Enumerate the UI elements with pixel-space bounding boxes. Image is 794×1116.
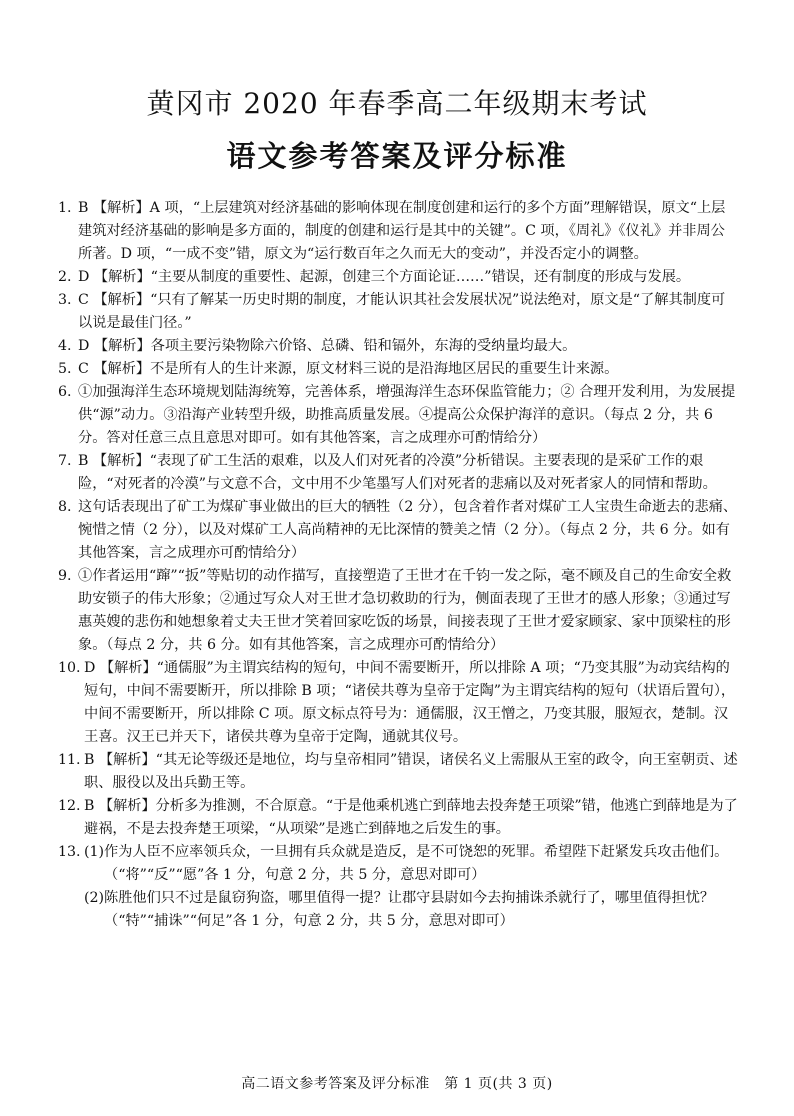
answer-item-3 — [58, 289, 738, 335]
answer-item-13 — [58, 841, 738, 887]
answer-number: 4. — [58, 338, 72, 354]
answer-item-4 — [58, 335, 738, 358]
answer-number: 10. — [58, 660, 81, 676]
answer-number: 12. — [58, 798, 81, 814]
answer-number: 7. — [58, 453, 72, 469]
answer-text: D 【解析】“主要从制度的重要性、起源，创建三个方面论证……”错误，还有制度的形成与发展。 — [78, 269, 691, 285]
sub-answer-text: 作为人臣不应率领兵众，一旦拥有兵众就是造反，是不可饶恕的死罪。希望陛下赶紧发兵攻击他们。（“将”“反”“愿”各 1 分，句意 2 分，共 5 分，意思对即可） — [104, 844, 729, 883]
sub-answer-2 — [58, 887, 738, 933]
answer-number: 1. — [58, 200, 72, 216]
page-footer: 高二语文参考答案及评分标准 第 1 页(共 3 页) — [241, 1076, 553, 1092]
answer-item-5 — [58, 358, 738, 381]
answer-item-11 — [58, 749, 738, 795]
answer-item-7 — [58, 450, 738, 496]
sub-answer-number: (1) — [84, 844, 105, 860]
answer-list — [58, 197, 738, 933]
document-subtitle: 语文参考答案及评分标准 — [226, 139, 568, 173]
answer-number: 11. — [58, 752, 81, 768]
answer-item-12 — [58, 795, 738, 841]
answer-text: D 【解析】“通儒服”为主谓宾结构的短句，中间不需要断开，所以排除 A 项；“乃变其服”为动宾结构的短句，中间不需要断开，所以排除 B 项；“诸侯共尊为皇帝于定陶”为主谓宾结构的短句（状语后置句），中间不需要断开，所以排除 C 项。原文标点符号为：通儒服，汉王憎之，乃变其服，服短衣，楚制。汉王喜。汉王已并天下，诸侯共尊为皇帝于定陶，通就其仪号。 — [84, 660, 736, 745]
answer-number: 5. — [58, 361, 72, 377]
answer-item-1 — [58, 197, 738, 266]
sub-answer-1 — [84, 841, 738, 887]
answer-number: 8. — [58, 499, 72, 515]
answer-number: 13. — [58, 844, 81, 860]
answer-number: 2. — [58, 269, 72, 285]
answer-item-8 — [58, 496, 738, 565]
sub-answer-text: 陈胜他们只不过是鼠窃狗盗，哪里值得一提？让郡守县尉如今去拘捕诛杀就行了，哪里值得担忧？（“特”“捕诛”“何足”各 1 分，句意 2 分，共 5 分，意思对即可） — [104, 890, 715, 929]
exam-title: 黄冈市 2020 年春季高二年级期末考试 — [146, 87, 648, 120]
answer-text: B 【解析】“表现了矿工生活的艰难，以及人们对死者的冷漠”分析错误。主要表现的是采矿工作的艰险，“对死者的冷漠”与文意不合，文中用不少笔墨写人们对死者的悲痛以及对死者家人的同情和帮助。 — [78, 453, 717, 492]
answer-text: B 【解析】分析多为推测，不合原意。“于是他乘机逃亡到薛地去投奔楚王项梁”错，他逃亡到薛地是为了避祸，不是去投奔楚王项梁，“从项梁”是逃亡到薛地之后发生的事。 — [84, 798, 738, 837]
answer-text: 这句话表现出了矿工为煤矿事业做出的巨大的牺牲（2 分），包含着作者对煤矿工人宝贵生命逝去的悲痛、惋惜之情（2 分），以及对煤矿工人高尚精神的无比深情的赞美之情（2 分）。（每点 2 分，共 6 分。如有其他答案，言之成理亦可酌情给分） — [78, 499, 738, 561]
answer-text: B 【解析】A 项，“上层建筑对经济基础的影响体现在制度创建和运行的多个方面”理解错误，原文“上层建筑对经济基础的影响是多方面的，制度的创建和运行是其中的关键”。C 项，《周礼》《仪礼》并非周公所著。D 项，“一成不变”错，原文为“运行数百年之久而无大的变动”，并没否定小的调整。 — [78, 200, 726, 262]
answer-number: 6. — [58, 384, 72, 400]
answer-text: D 【解析】各项主要污染物除六价铬、总磷、铅和镉外，东海的受纳量均最大。 — [78, 338, 577, 354]
sub-answer-number: (2) — [84, 890, 105, 906]
answer-item-9 — [58, 565, 738, 657]
answer-text: B 【解析】“其无论等级还是地位，均与皇帝相同”错误，诸侯名义上需服从王室的政令，向王室朝贡、述职、服役以及出兵勤王等。 — [84, 752, 738, 791]
answer-text: ①作者运用“蹿”“扳”等贴切的动作描写，直接塑造了王世才在千钧一发之际，毫不顾及自己的生命安全救助安锁子的伟大形象；②通过写众人对王世才急切救助的行为，侧面表现了王世才的感人形象；③通过写惠英嫂的悲伤和她想象着丈夫王世才笑着回家吃饭的场景，间接表现了王世才爱家顾家、家中顶梁柱的形象。（每点 2 分，共 6 分。如有其他答案，言之成理亦可酌情给分） — [78, 568, 732, 653]
answer-item-10 — [58, 657, 738, 749]
answer-number: 9. — [58, 568, 72, 584]
answer-text: C 【解析】不是所有人的生计来源，原文材料三说的是沿海地区居民的重要生计来源。 — [78, 361, 619, 377]
answer-item-2 — [58, 266, 738, 289]
answer-item-6 — [58, 381, 738, 450]
answer-number: 3. — [58, 292, 72, 308]
answer-text: ①加强海洋生态环境规划陆海统筹，完善体系，增强海洋生态环保监管能力；② 合理开发利用，为发展提供“源”动力。③沿海产业转型升级，助推高质量发展。④提高公众保护海洋的意识。（每点 2 分，共 6 分。答对任意三点且意思对即可。如有其他答案，言之成理亦可酌情给分） — [78, 384, 736, 446]
answer-text: C 【解析】“只有了解某一历史时期的制度，才能认识其社会发展状况”说法绝对，原文是“了解其制度可以说是最佳门径。” — [78, 292, 726, 331]
